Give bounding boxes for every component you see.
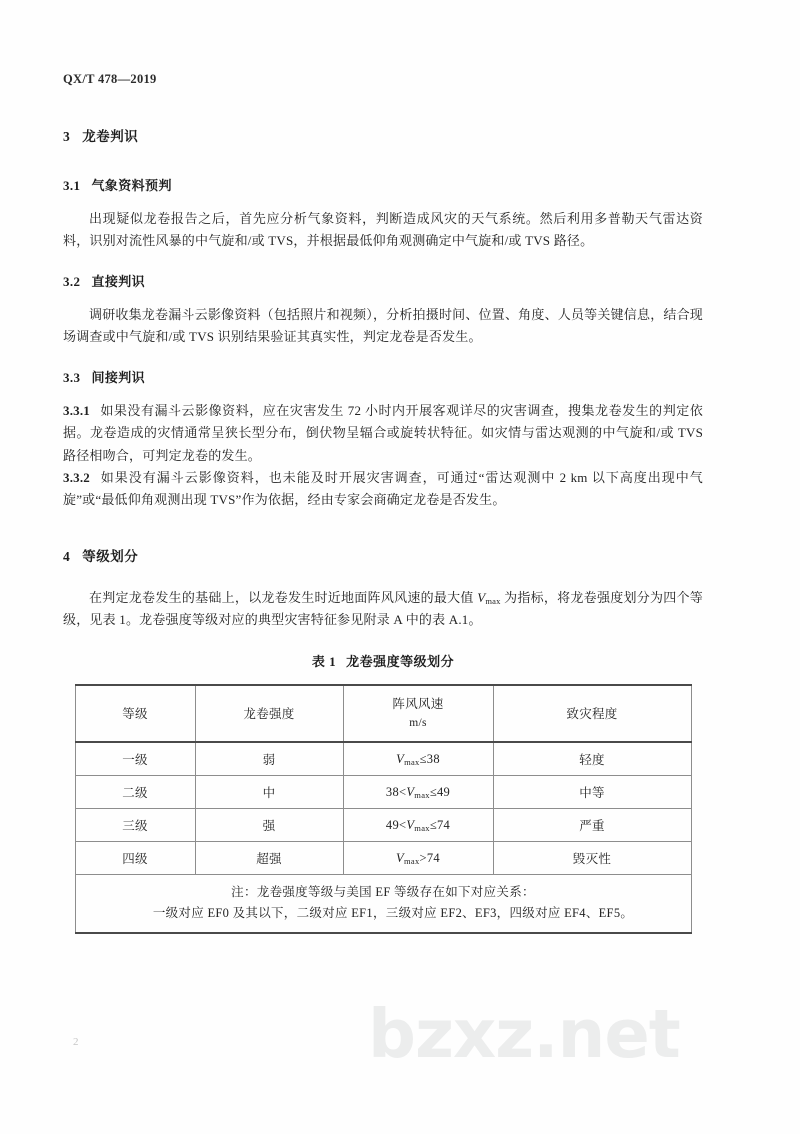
table-header-wind-speed-unit: m/s	[409, 717, 427, 730]
cell-grade: 二级	[75, 776, 195, 809]
cell-wind-speed: $V_{max}\le 38$	[343, 742, 493, 776]
cell-damage: 轻度	[493, 742, 691, 776]
cell-grade: 三级	[75, 809, 195, 842]
table-header-damage	[493, 685, 691, 742]
cell-wind-speed: $49<V_{max}\le 74$	[343, 809, 493, 842]
clause-3-2-title: 直接判识	[91, 273, 146, 289]
tornado-intensity-grade-table	[75, 684, 692, 933]
table-row	[75, 776, 691, 809]
clause-3-3-1-number: 3.3.1	[63, 402, 90, 418]
clause-4-title: 等级划分	[82, 548, 139, 564]
cell-strength: 弱	[195, 742, 343, 776]
table-1-caption-number: 表 1	[311, 654, 337, 670]
clause-3-3-heading	[63, 369, 703, 387]
table-header-damage-label: 致灾程度	[566, 706, 618, 721]
clause-3-title: 龙卷判识	[82, 129, 139, 144]
cell-strength: 中	[195, 776, 343, 809]
table-body	[75, 742, 691, 933]
clause-4-number: 4	[63, 548, 71, 564]
table-note-line-1: 注：龙卷强度等级与美国 EF 等级存在如下对应关系：	[231, 885, 535, 900]
clause-3-1-heading	[63, 177, 703, 195]
clause-3-1-number: 3.1	[63, 177, 81, 193]
table-row	[75, 842, 691, 875]
clause-3-2-paragraph: 调研收集龙卷漏斗云影像资料（包括照片和视频），分析拍摄时间、位置、角度、人员等关键信息，结合现场调查或中气旋和/或 TVS 识别结果验证其真实性，判定龙卷是否发生。	[63, 306, 703, 345]
table-row	[75, 809, 691, 842]
table-header-grade-label: 等级	[122, 706, 148, 721]
cell-grade: 四级	[75, 842, 195, 875]
table-note	[75, 875, 691, 933]
clause-3-3-number: 3.3	[63, 369, 81, 385]
document-content	[63, 128, 703, 934]
page-number: 2	[73, 1036, 79, 1048]
clause-3-3-title: 间接判识	[91, 369, 146, 385]
cell-wind-speed: $38<V_{max}\le 49$	[343, 776, 493, 809]
table-note-row	[75, 875, 691, 933]
clause-3-3-1-paragraph	[63, 400, 703, 467]
clause-4-heading	[63, 548, 703, 567]
cell-wind-speed: $V_{max}>74$	[343, 842, 493, 875]
table-header-row	[75, 685, 691, 742]
cell-grade: 一级	[75, 742, 195, 776]
site-watermark: bzxz.net	[368, 995, 680, 1073]
table-header-strength	[195, 685, 343, 742]
clause-3-2-number: 3.2	[63, 273, 81, 289]
table-header-grade	[75, 685, 195, 742]
clause-3-3-1-text: 如果没有漏斗云影像资料，应在灾害发生 72 小时内开展客观详尽的灾害调查，搜集龙卷发生的判定依据。龙卷造成的灾情通常呈狭长型分布，倒伏物呈辐合或旋转状特征。如灾情与雷达观测的中气旋和/或 TVS 路径相吻合，可判定龙卷的发生。	[63, 402, 703, 463]
clause-3-3-2-paragraph	[63, 467, 703, 512]
table-note-line-2: 一级对应 EF0 及其以下，二级对应 EF1，三级对应 EF2、EF3，四级对应 EF4、EF5。	[152, 906, 634, 921]
cell-damage: 毁灭性	[493, 842, 691, 875]
clause-3-3-2-number: 3.3.2	[63, 469, 90, 485]
cell-strength: 强	[195, 809, 343, 842]
table-header-strength-label: 龙卷强度	[243, 706, 295, 721]
cell-strength: 超强	[195, 842, 343, 875]
clause-3-3-2-text: 如果没有漏斗云影像资料，也未能及时开展灾害调查，可通过“雷达观测中 2 km 以下高度出现中气旋”或“最低仰角观测出现 TVS”作为依据，经由专家会商确定龙卷是否发生。	[63, 469, 703, 508]
table-1-caption-title: 龙卷强度等级划分	[346, 654, 455, 670]
clause-3-2-heading	[63, 273, 703, 291]
table-header-wind-speed-label: 阵风风速	[392, 697, 444, 712]
table-1-caption	[63, 651, 703, 670]
table-header-wind-speed	[343, 685, 493, 742]
table-row	[75, 742, 691, 776]
clause-3-number: 3	[63, 129, 71, 144]
clause-3-1-paragraph: 出现疑似龙卷报告之后，首先应分析气象资料，判断造成风灾的天气系统。然后利用多普勒天气雷达资料，识别对流性风暴的中气旋和/或 TVS，并根据最低仰角观测确定中气旋和/或 TVS 路径。	[63, 211, 703, 249]
clause-4-paragraph: 在判定龙卷发生的基础上，以龙卷发生时近地面阵风风速的最大值 $V_{max}$ 为指标，将龙卷强度划分为四个等级，见表 1。龙卷强度等级对应的典型灾害特征参见附录 A 中的表 A.1。	[63, 589, 703, 627]
cell-damage: 严重	[493, 809, 691, 842]
running-header-standard-code: QX/T 478—2019	[63, 72, 157, 86]
clause-3-heading	[63, 128, 703, 147]
cell-damage: 中等	[493, 776, 691, 809]
clause-3-1-title: 气象资料预判	[91, 177, 172, 193]
